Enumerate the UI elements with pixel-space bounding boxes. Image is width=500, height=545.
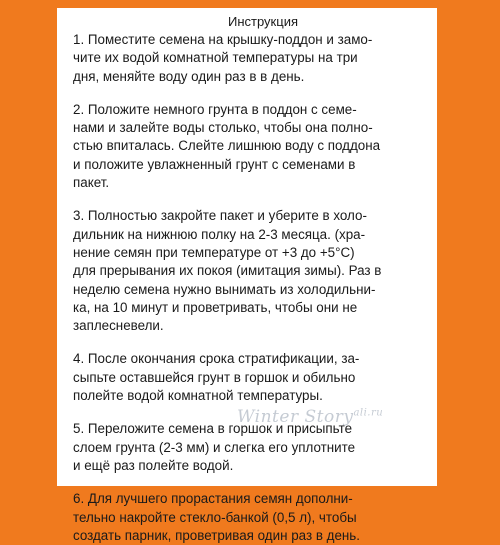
step-line: заплесневели.	[73, 318, 164, 334]
step-line: 6. Для лучшего прорастания семян дополни-	[73, 491, 353, 507]
step-line: дильник на нижнюю полку на 2-3 месяца. (хра-	[73, 226, 366, 242]
instruction-step	[73, 207, 425, 335]
step-line: 1. Поместите семена на крышку-поддон и замо-	[73, 32, 373, 47]
step-line: пакет.	[73, 175, 110, 191]
watermark-text: Winter Story	[237, 407, 354, 427]
instruction-step	[73, 350, 425, 405]
step-line: неделю семена нужно вынимать из холодильни-	[73, 281, 376, 297]
step-line: 3. Полностью закройте пакет и уберите в холо-	[73, 208, 367, 224]
step-line: и ещё раз полейте водой.	[73, 457, 234, 473]
step-line: тельно накройте стекло-банкой (0,5 л), чтобы	[73, 509, 357, 525]
steps-list	[73, 31, 425, 545]
instruction-step	[73, 420, 425, 475]
step-line: сыпьте оставшейся грунт в горшок и обильно	[73, 369, 356, 385]
step-line: полейте водой комнатной температуры.	[73, 388, 323, 404]
step-line: нение семян при температуре от +3 до +5°С)	[73, 244, 355, 260]
instruction-step	[73, 31, 425, 86]
watermark-suffix: ali.ru	[353, 407, 384, 419]
instruction-step	[73, 101, 425, 192]
step-line: и положите увлажненный грунт с семенами в	[73, 156, 356, 172]
step-line: создать парник, проветривая один раз в день.	[73, 527, 361, 543]
instruction-step	[73, 490, 425, 545]
step-line: для прерывания их покоя (имитация зимы). Раз в	[73, 263, 382, 279]
step-line: ка, на 10 минут и проветривать, чтобы они не	[73, 299, 358, 315]
step-line: дня, меняйте воду один раз в в день.	[73, 68, 305, 84]
step-line: чите их водой комнатной температуры на три	[73, 50, 358, 66]
step-line: 5. Переложите семена в горшок и присыпьте	[73, 421, 353, 437]
step-line: стью впиталась. Слейте лишнюю воду с поддона	[73, 138, 381, 154]
step-line: 4. После окончания срока стратификации, за-	[73, 351, 360, 367]
step-line: 2. Положите немного грунта в поддон с семе-	[73, 101, 357, 117]
page-title: Инструкция	[228, 14, 298, 29]
step-line: слоем грунта (2-3 мм) и слегка его уплотните	[73, 439, 356, 455]
instruction-sheet	[57, 8, 437, 543]
step-line: нами и залейте воды столько, чтобы она полно-	[73, 120, 373, 136]
